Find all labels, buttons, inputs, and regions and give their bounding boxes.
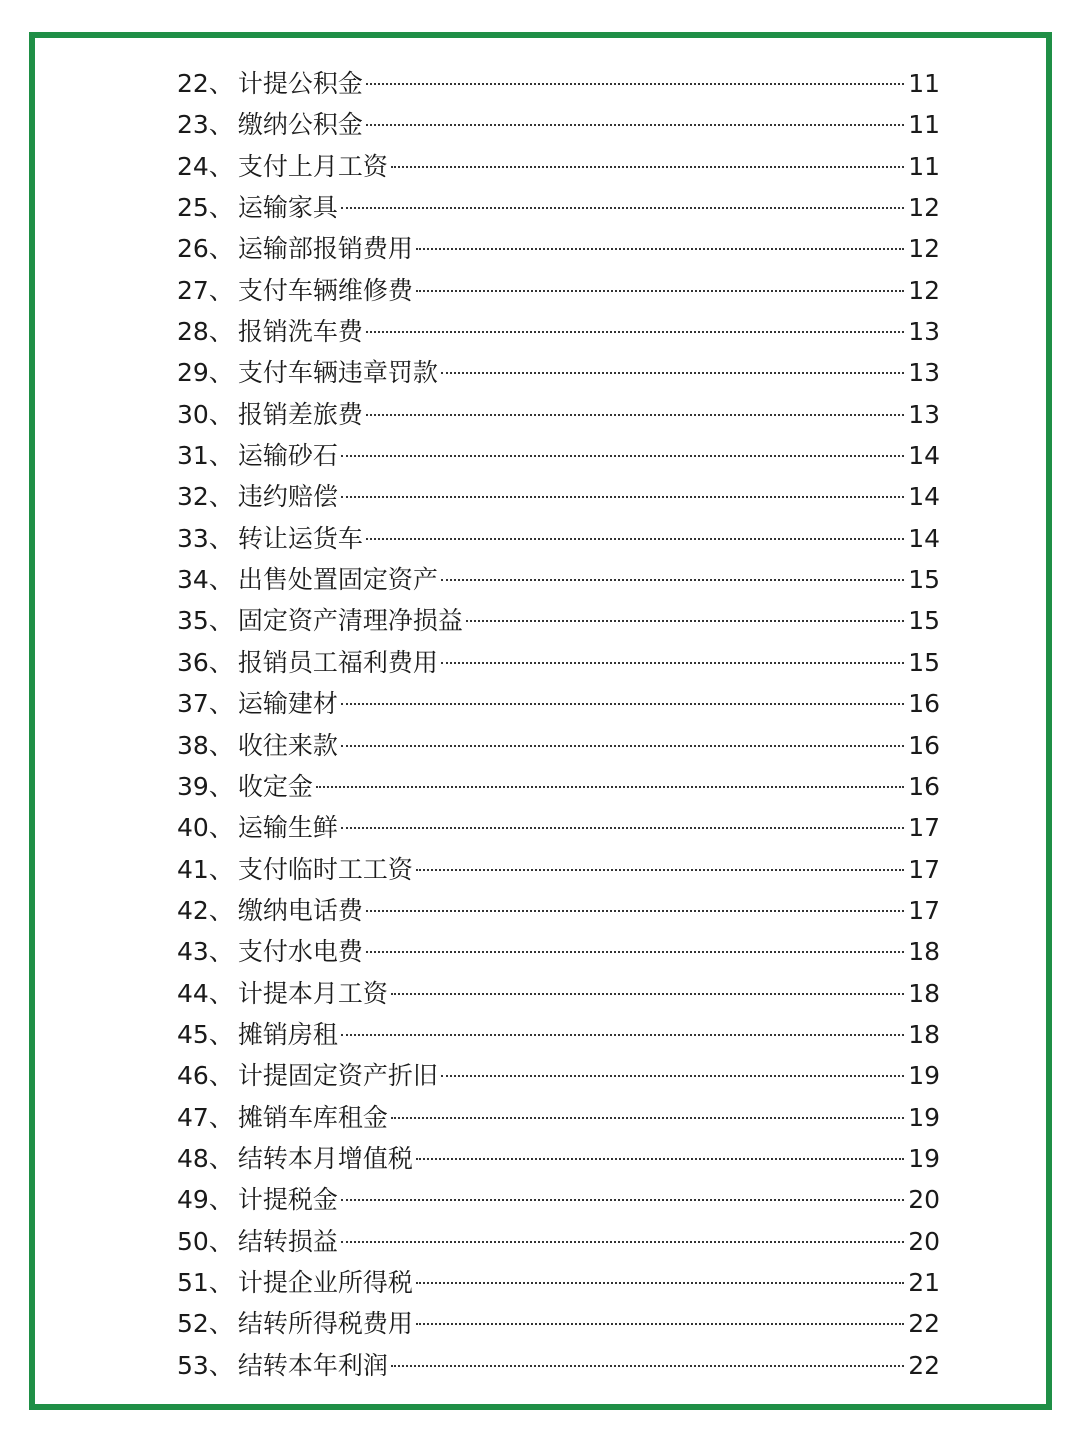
toc-entry-separator: 、 [208, 1309, 234, 1339]
toc-entry-separator: 、 [208, 1185, 234, 1215]
toc-entry-separator: 、 [208, 771, 234, 801]
toc-entry-separator: 、 [208, 1267, 234, 1297]
toc-entry-title: 运输砂石 [237, 441, 338, 471]
toc-entry-number: 44 [177, 978, 209, 1008]
toc-entry-number: 36 [177, 647, 209, 677]
toc-entry-number: 28 [177, 317, 209, 347]
toc-entry-separator: 、 [208, 151, 234, 181]
toc-entry-number: 38 [177, 730, 209, 760]
toc-entry-page: 12 [908, 275, 940, 305]
toc-entry-page: 19 [908, 1102, 940, 1132]
dot-leader [416, 1323, 904, 1325]
dot-leader [341, 1199, 904, 1201]
toc-entry-number: 40 [177, 813, 209, 843]
toc-entry-title: 报销洗车费 [237, 317, 363, 347]
toc-entry-separator: 、 [208, 937, 234, 967]
toc-entry-separator: 、 [208, 606, 234, 636]
toc-entry-page: 13 [908, 317, 940, 347]
dot-leader [341, 745, 904, 747]
toc-entry[interactable] [177, 1303, 940, 1344]
toc-entry-title: 计提税金 [237, 1185, 338, 1215]
toc-entry-page: 20 [908, 1226, 940, 1256]
toc-entry[interactable] [177, 890, 940, 931]
toc-entry-page: 13 [908, 399, 940, 429]
toc-entry-separator: 、 [208, 193, 234, 223]
toc-entry-number: 29 [177, 358, 209, 388]
toc-entry-page: 22 [908, 1309, 940, 1339]
toc-entry[interactable] [177, 1055, 940, 1096]
table-of-contents [177, 63, 940, 1386]
toc-entry-page: 15 [908, 565, 940, 595]
toc-entry-number: 53 [177, 1350, 209, 1380]
toc-entry[interactable] [177, 1345, 940, 1386]
toc-entry-title: 结转本年利润 [237, 1350, 388, 1380]
toc-entry-title: 缴纳电话费 [237, 895, 363, 925]
toc-entry[interactable] [177, 600, 940, 641]
toc-entry-title: 支付车辆违章罚款 [237, 358, 438, 388]
toc-entry-number: 37 [177, 689, 209, 719]
toc-entry[interactable] [177, 1097, 940, 1138]
dot-leader [341, 496, 904, 498]
toc-entry-title: 违约赔偿 [237, 482, 338, 512]
toc-entry-title: 结转所得税费用 [237, 1309, 413, 1339]
dot-leader [441, 662, 904, 664]
toc-entry-page: 17 [908, 895, 940, 925]
toc-entry-separator: 、 [208, 1226, 234, 1256]
toc-entry-page: 16 [908, 689, 940, 719]
dot-leader [366, 414, 904, 416]
dot-leader [416, 290, 904, 292]
toc-entry-title: 缴纳公积金 [237, 110, 363, 140]
toc-entry-separator: 、 [208, 978, 234, 1008]
toc-entry[interactable] [177, 228, 940, 269]
toc-entry[interactable] [177, 1221, 940, 1262]
toc-entry-title: 报销员工福利费用 [237, 647, 438, 677]
toc-entry-number: 52 [177, 1309, 209, 1339]
dot-leader [441, 1075, 904, 1077]
toc-entry[interactable] [177, 1262, 940, 1303]
toc-entry-title: 计提公积金 [237, 69, 363, 98]
dot-leader [316, 786, 904, 788]
toc-entry-number: 24 [177, 151, 209, 181]
toc-entry[interactable] [177, 1179, 940, 1220]
toc-entry-number: 23 [177, 110, 209, 140]
toc-entry[interactable] [177, 63, 940, 104]
toc-entry-title: 摊销车库租金 [237, 1102, 388, 1132]
toc-entry-page: 17 [908, 854, 940, 884]
toc-entry-separator: 、 [208, 854, 234, 884]
dot-leader [391, 1117, 904, 1119]
toc-entry-number: 22 [177, 69, 209, 98]
toc-entry-page: 18 [908, 978, 940, 1008]
toc-entry-page: 11 [908, 151, 940, 181]
toc-entry-number: 35 [177, 606, 209, 636]
toc-entry-title: 收定金 [237, 771, 313, 801]
toc-entry-page: 21 [908, 1267, 940, 1297]
dot-leader [441, 372, 904, 374]
toc-entry-number: 42 [177, 895, 209, 925]
toc-entry-number: 46 [177, 1061, 209, 1091]
toc-entry-number: 34 [177, 565, 209, 595]
toc-entry-number: 30 [177, 399, 209, 429]
toc-entry-page: 18 [908, 937, 940, 967]
toc-entry-page: 17 [908, 813, 940, 843]
dot-leader [366, 124, 904, 126]
toc-entry[interactable] [177, 270, 940, 311]
toc-entry-separator: 、 [208, 895, 234, 925]
toc-entry[interactable] [177, 766, 940, 807]
toc-entry-separator: 、 [208, 1102, 234, 1132]
toc-entry-page: 12 [908, 193, 940, 223]
toc-entry-title: 支付上月工资 [237, 151, 388, 181]
dot-leader [416, 248, 904, 250]
toc-entry-title: 结转损益 [237, 1226, 338, 1256]
toc-entry[interactable] [177, 1138, 940, 1179]
toc-entry-separator: 、 [208, 69, 234, 98]
toc-entry-separator: 、 [208, 1019, 234, 1049]
toc-entry-page: 11 [908, 110, 940, 140]
toc-entry-page: 11 [908, 69, 940, 98]
toc-entry-number: 41 [177, 854, 209, 884]
toc-entry-page: 19 [908, 1061, 940, 1091]
toc-entry[interactable] [177, 146, 940, 187]
toc-entry-page: 19 [908, 1143, 940, 1173]
toc-entry-separator: 、 [208, 813, 234, 843]
dot-leader [341, 703, 904, 705]
toc-entry-title: 计提本月工资 [237, 978, 388, 1008]
toc-entry-page: 16 [908, 771, 940, 801]
toc-entry-page: 14 [908, 482, 940, 512]
toc-entry-page: 20 [908, 1185, 940, 1215]
toc-entry-page: 16 [908, 730, 940, 760]
toc-entry-title: 出售处置固定资产 [237, 565, 438, 595]
dot-leader [466, 620, 904, 622]
toc-entry-separator: 、 [208, 565, 234, 595]
toc-entry-separator: 、 [208, 317, 234, 347]
toc-entry-separator: 、 [208, 275, 234, 305]
toc-entry[interactable] [177, 807, 940, 848]
toc-entry-separator: 、 [208, 441, 234, 471]
toc-entry-title: 计提固定资产折旧 [237, 1061, 438, 1091]
dot-leader [416, 1282, 904, 1284]
toc-entry-number: 43 [177, 937, 209, 967]
toc-entry[interactable] [177, 476, 940, 517]
toc-entry-separator: 、 [208, 1061, 234, 1091]
dot-leader [366, 910, 904, 912]
toc-entry[interactable] [177, 518, 940, 559]
toc-entry-number: 47 [177, 1102, 209, 1132]
toc-entry-title: 支付临时工工资 [237, 854, 413, 884]
toc-entry[interactable] [177, 1014, 940, 1055]
toc-entry[interactable] [177, 725, 940, 766]
toc-entry[interactable] [177, 973, 940, 1014]
toc-entry[interactable] [177, 104, 940, 145]
dot-leader [366, 83, 904, 85]
toc-entry-separator: 、 [208, 647, 234, 677]
toc-entry[interactable] [177, 352, 940, 393]
toc-entry-number: 27 [177, 275, 209, 305]
toc-entry-title: 运输家具 [237, 193, 338, 223]
toc-entry-number: 45 [177, 1019, 209, 1049]
toc-entry-separator: 、 [208, 689, 234, 719]
toc-entry-separator: 、 [208, 1143, 234, 1173]
toc-entry-page: 12 [908, 234, 940, 264]
dot-leader [366, 951, 904, 953]
toc-entry-page: 14 [908, 523, 940, 553]
dot-leader [391, 993, 904, 995]
dot-leader [366, 331, 904, 333]
toc-entry-title: 支付车辆维修费 [237, 275, 413, 305]
toc-entry-number: 25 [177, 193, 209, 223]
toc-entry[interactable] [177, 683, 940, 724]
toc-entry-separator: 、 [208, 482, 234, 512]
toc-entry[interactable] [177, 435, 940, 476]
dot-leader [441, 579, 904, 581]
toc-entry[interactable] [177, 187, 940, 228]
toc-entry-title: 运输建材 [237, 689, 338, 719]
dot-leader [366, 538, 904, 540]
toc-entry[interactable] [177, 931, 940, 972]
dot-leader [416, 1158, 904, 1160]
dot-leader [341, 1241, 904, 1243]
toc-entry-page: 13 [908, 358, 940, 388]
toc-entry-title: 报销差旅费 [237, 399, 363, 429]
toc-entry-title: 摊销房租 [237, 1019, 338, 1049]
toc-entry-title: 转让运货车 [237, 523, 363, 553]
toc-entry-page: 14 [908, 441, 940, 471]
toc-entry[interactable] [177, 394, 940, 435]
toc-entry-separator: 、 [208, 730, 234, 760]
toc-entry-page: 15 [908, 606, 940, 636]
toc-entry-separator: 、 [208, 1350, 234, 1380]
toc-entry-title: 运输生鲜 [237, 813, 338, 843]
toc-entry-number: 31 [177, 441, 209, 471]
toc-entry-title: 结转本月增值税 [237, 1143, 413, 1173]
toc-entry-number: 51 [177, 1267, 209, 1297]
toc-entry-separator: 、 [208, 523, 234, 553]
toc-entry-number: 50 [177, 1226, 209, 1256]
toc-entry-number: 39 [177, 771, 209, 801]
toc-entry[interactable] [177, 311, 940, 352]
dot-leader [341, 455, 904, 457]
dot-leader [391, 1365, 904, 1367]
dot-leader [416, 869, 904, 871]
dot-leader [391, 166, 904, 168]
toc-entry-separator: 、 [208, 234, 234, 264]
toc-entry-title: 固定资产清理净损益 [237, 606, 463, 636]
toc-entry-page: 18 [908, 1019, 940, 1049]
toc-entry[interactable] [177, 642, 940, 683]
toc-entry-page: 15 [908, 647, 940, 677]
dot-leader [341, 1034, 904, 1036]
toc-entry-title: 收往来款 [237, 730, 338, 760]
dot-leader [341, 207, 904, 209]
toc-entry-title: 支付水电费 [237, 937, 363, 967]
toc-entry-page: 22 [908, 1350, 940, 1380]
toc-entry-number: 49 [177, 1185, 209, 1215]
toc-entry-separator: 、 [208, 110, 234, 140]
toc-entry-number: 48 [177, 1143, 209, 1173]
dot-leader [341, 827, 904, 829]
toc-entry-number: 32 [177, 482, 209, 512]
toc-entry-title: 运输部报销费用 [237, 234, 413, 264]
toc-entry-number: 26 [177, 234, 209, 264]
toc-entry[interactable] [177, 559, 940, 600]
toc-entry-separator: 、 [208, 399, 234, 429]
toc-entry-title: 计提企业所得税 [237, 1267, 413, 1297]
toc-entry-separator: 、 [208, 358, 234, 388]
toc-entry[interactable] [177, 849, 940, 890]
toc-entry-number: 33 [177, 523, 209, 553]
